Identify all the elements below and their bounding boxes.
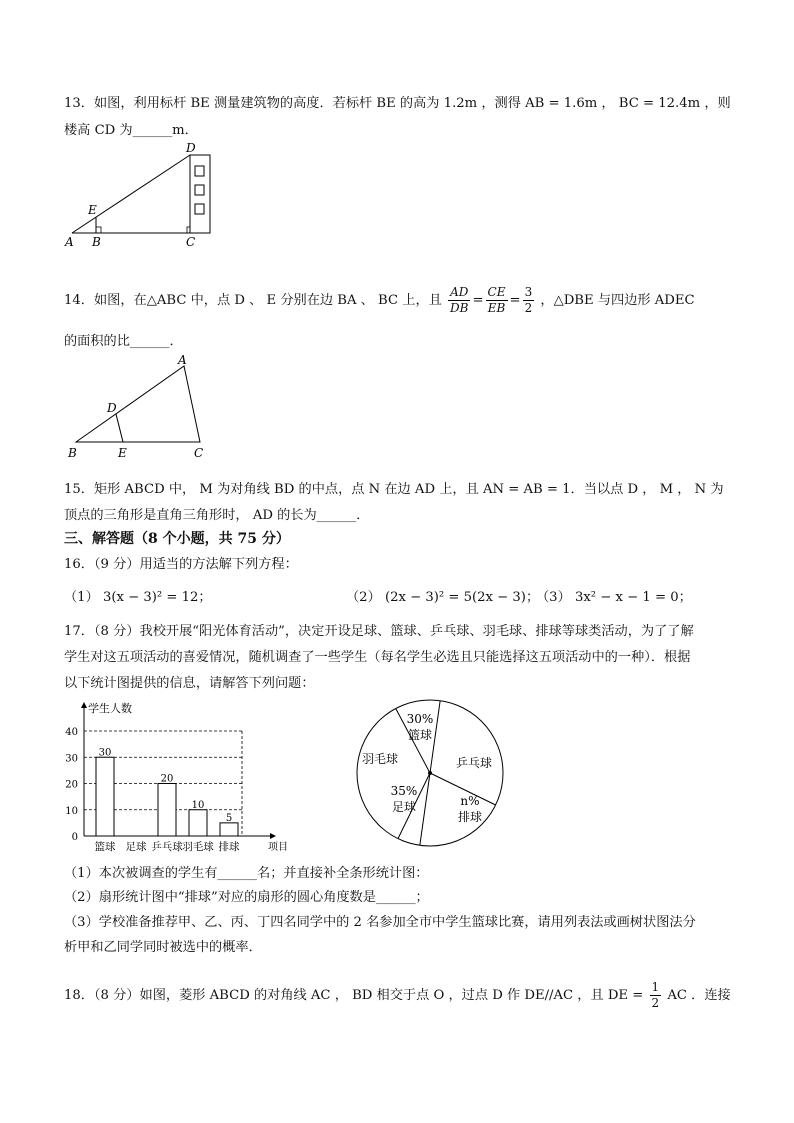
bar-3: [189, 810, 207, 836]
y-axis-label: 学生人数: [88, 702, 132, 715]
pie-percent-label-2: n%: [460, 794, 480, 808]
q18-text-line1: [64, 980, 731, 1011]
pie-slice-label-4: 羽毛球: [361, 752, 399, 766]
q14-fraction-2: $\frac{CE}{EB}$: [487, 285, 506, 315]
pie-chart: [350, 698, 510, 858]
q14-text-line1: 14．如图，在△ABC 中，点 D 、 E 分别在边 BA 、 BC 上，且 $\frac{AD}{DB}$ = $\frac{CE}{EB}$ = $\frac{3}{2}$ ，△DBE 与四边形 ADEC: [64, 285, 695, 315]
x-tick-label-2: 乒乓球: [151, 841, 183, 853]
q17-text-line2: 学生对这五项活动的喜爱情况，随机调查了一些学生（每名学生必选且只能选择这五项活动中的一种）．根据: [64, 650, 691, 665]
q14-text-pre: 14．如图，在△ABC 中，点 D 、 E 分别在边 BA 、 BC 上，且: [64, 293, 442, 308]
q14-figure: [60, 352, 220, 464]
bar-value-label-2: 20: [160, 773, 174, 785]
q14-fraction-3: $\frac{3}{2}$: [524, 285, 533, 315]
q17-text-line1: 17．（8 分）我校开展“阳光体育活动”，决定开设足球、篮球、乒乓球、羽毛球、排球等球类活动，为了了解: [64, 624, 694, 639]
q14-label-b: B: [68, 446, 77, 460]
q18-text-pre: 18．（8 分）如图，菱形 ABCD 的对角线 AC ， BD 相交于点 O ，过点 D 作 DE//AC ，且 DE =: [64, 988, 644, 1003]
pie-center-dot: [428, 771, 432, 775]
pie-percent-label-3: 35%: [390, 784, 418, 798]
x-axis-label: 项目: [268, 842, 288, 853]
q13-label-c: C: [186, 235, 196, 249]
q13-figure: [60, 140, 220, 252]
y-axis-arrow: [81, 702, 87, 708]
q15-text-line1: 15．矩形 ABCD 中， M 为对角线 BD 的中点，点 N 在边 AD 上，且 AN = AB = 1．当以点 D ， M ， N 为: [64, 482, 724, 497]
x-tick-label-1: 足球: [125, 841, 147, 853]
q16-equation-2: （2） (2x − 3)² = 5(2x − 3)；: [346, 590, 540, 605]
x-axis-arrow: [270, 833, 276, 839]
q14-text-line2: 的面积的比______．: [64, 334, 183, 349]
q16-equation-3: （3） 3x² − x − 1 = 0；: [536, 590, 692, 605]
q14-label-a: A: [178, 353, 187, 367]
q13-label-b: B: [92, 235, 101, 249]
q18-text-post: AC ．连接: [667, 988, 731, 1003]
q14-text-post: ，△DBE 与四边形 ADEC: [540, 293, 695, 308]
pie-slice-label-0: 篮球: [407, 728, 433, 742]
q13-text-line1: 13．如图，利用标杆 BE 测量建筑物的高度．若标杆 BE 的高为 1.2m ，测得 AB = 1.6m ， BC = 12.4m ，则: [64, 96, 731, 111]
y-tick-label-40: 40: [65, 727, 78, 738]
bar-0: [96, 757, 114, 836]
x-tick-label-3: 羽毛球: [182, 841, 214, 853]
y-tick-label-0: 0: [71, 832, 78, 843]
bar-value-label-3: 10: [191, 799, 205, 811]
q17-text-line3: 以下统计图提供的信息，请解答下列问题：: [64, 676, 315, 691]
pie-slice-label-1: 乒乓球: [455, 756, 493, 770]
x-tick-label-4: 排球: [218, 841, 240, 853]
q13-label-a: A: [65, 235, 74, 249]
section-3-heading: 三、解答题（8 个小题，共 75 分）: [64, 531, 290, 547]
y-tick-label-30: 30: [65, 753, 78, 765]
pie-slice-label-3: 足球: [391, 800, 417, 814]
bar-value-label-4: 5: [225, 812, 233, 824]
q14-label-d: D: [107, 401, 117, 415]
pie-percent-label-0: 30%: [406, 712, 434, 726]
q14-label-e: E: [118, 446, 127, 460]
q14-fraction-1: $\frac{AD}{DB}$: [450, 285, 469, 315]
bar-value-label-0: 30: [98, 747, 112, 759]
q18-fraction: $\frac{1}{2}$: [651, 980, 660, 1010]
q17-sub-2: （2）扇形统计图中“排球”对应的扇形的圆心角度数是______；: [64, 890, 429, 905]
q17-sub-3b: 析甲和乙同学同时被选中的概率．: [64, 940, 262, 955]
q13-label-d: D: [186, 141, 196, 155]
q16-equation-1: （1） 3(x − 3)² = 12；: [64, 590, 212, 605]
q16-text-line1: 16．（9 分）用适当的方法解下列方程：: [64, 557, 298, 572]
pie-slice-label-2: 排球: [457, 810, 483, 824]
q14-label-c: C: [194, 446, 204, 460]
q17-sub-3a: （3）学校准备推荐甲、乙、丙、丁四名同学中的 2 名参加全市中学生篮球比赛，请用列表法或画树状图法分: [64, 915, 696, 930]
bar-4: [220, 823, 238, 836]
x-tick-label-0: 篮球: [94, 841, 116, 853]
q15-text-line2: 顶点的三角形是直角三角形时， AD 的长为______．: [64, 508, 370, 523]
bar-2: [158, 784, 176, 837]
q13-label-e: E: [88, 203, 97, 217]
y-tick-label-10: 10: [65, 805, 78, 817]
q13-text-line2: 楼高 CD 为______m．: [64, 123, 198, 138]
bar-chart: [58, 698, 288, 854]
q17-sub-1: （1）本次被调查的学生有______名；并直接补全条形统计图：: [64, 866, 429, 881]
y-tick-label-20: 20: [65, 779, 78, 791]
